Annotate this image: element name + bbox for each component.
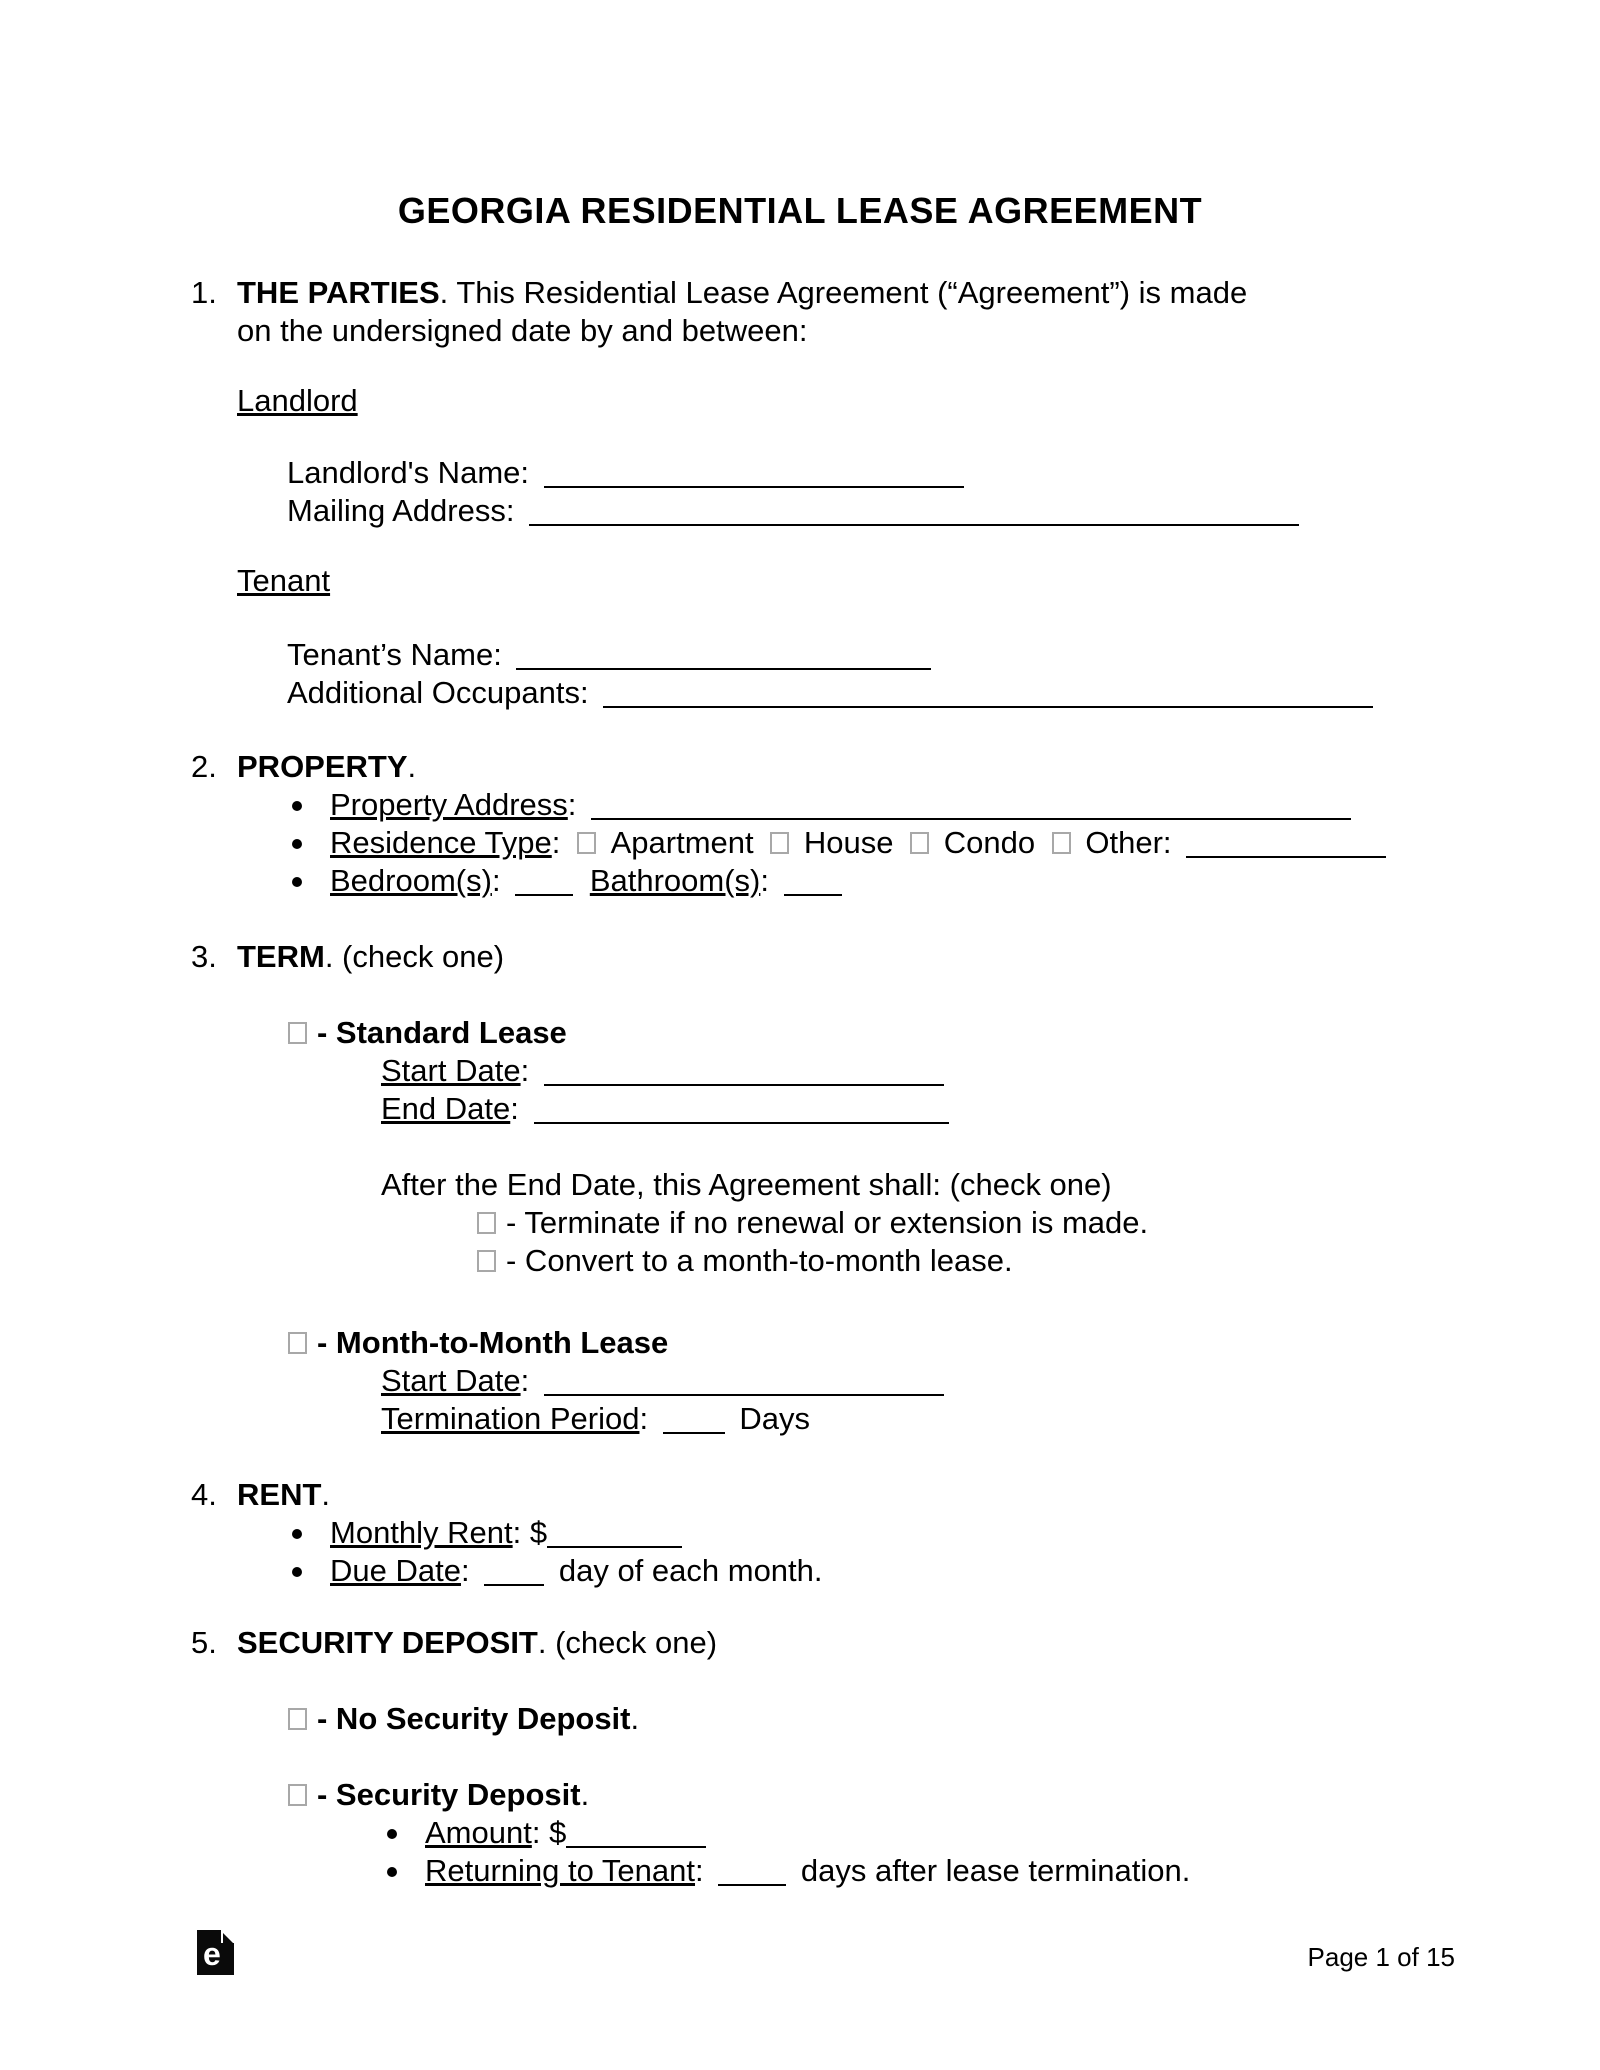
apartment-checkbox[interactable] [577,832,596,854]
bathrooms-field[interactable] [784,872,842,896]
convert-option-label: - Convert to a month-to-month lease. [506,1243,1013,1278]
house-checkbox[interactable] [770,832,789,854]
no-security-deposit-option [288,1700,1600,1738]
section-number-5: 5. [191,1625,217,1660]
bathrooms-colon: : [760,863,769,898]
standard-end-date-label: End Date [381,1091,511,1126]
house-option-label: House [803,825,894,860]
bullet-icon [387,1867,397,1877]
deposit-returning-item [385,1852,1600,1890]
condo-checkbox[interactable] [910,832,929,854]
due-date-after: day of each month. [558,1553,823,1588]
section-heading-term: TERM [237,939,325,974]
mailing-address-field[interactable] [529,502,1299,526]
deposit-amount-item [385,1814,1600,1852]
bathrooms-label: Bathroom(s) [589,863,761,898]
landlord-name-label: Landlord's Name [287,455,521,490]
returning-to-tenant-label: Returning to Tenant [425,1853,696,1888]
monthly-rent-label: Monthly Rent [330,1515,513,1550]
bullet-icon [292,839,302,849]
section-after-deposit: . (check one) [537,1625,718,1660]
tenant-subheading [237,562,1600,600]
residence-type-colon: : [551,825,561,860]
other-option-label: Other: [1085,825,1172,860]
section-after-property: . [407,749,417,784]
section-security-deposit [191,1624,1600,1662]
month-to-month-fields [381,1362,1600,1438]
termination-period-after: Days [739,1401,810,1436]
section-body-parties: . This Residential Lease Agreement (“Agreement”) is made on the undersigned date by and between: [237,275,1248,348]
mailing-address-row [287,492,1600,530]
apartment-option-label: Apartment [610,825,754,860]
additional-occupants-field[interactable] [603,684,1373,708]
bullet-icon [292,877,302,887]
landlord-label: Landlord [237,383,358,418]
section-heading-parties: THE PARTIES [237,275,440,310]
logo-fold-shape [223,1933,233,1943]
tenant-fields [287,636,1600,712]
section-rent [191,1476,1600,1514]
section-number-2: 2. [191,749,217,784]
section-after-term: . (check one) [324,939,505,974]
m2m-start-date-label: Start Date [381,1363,521,1398]
m2m-start-date-colon: : [520,1363,530,1398]
tenant-name-field[interactable] [516,646,931,670]
no-security-deposit-checkbox[interactable] [288,1708,307,1730]
property-address-label: Property Address [330,787,568,822]
security-deposit-option [288,1776,1600,1814]
monthly-rent-item [290,1514,1600,1552]
section-heading-rent: RENT [237,1477,322,1512]
standard-end-date-row [381,1090,1600,1128]
section-number-1: 1. [191,275,217,310]
standard-lease-option [288,1014,1600,1052]
deposit-amount-field[interactable] [566,1824,706,1848]
returning-to-tenant-after: days after lease termination. [800,1853,1191,1888]
bullet-icon [292,1567,302,1577]
landlord-fields [287,454,1600,530]
due-date-label: Due Date [330,1553,461,1588]
security-deposit-after: . [580,1777,590,1812]
section-number-4: 4. [191,1477,217,1512]
standard-lease-checkbox[interactable] [288,1022,307,1044]
termination-period-row [381,1400,1600,1438]
property-address-field[interactable] [591,796,1351,820]
document-page-icon [197,1930,234,1975]
section-after-rent: . [321,1477,331,1512]
other-residence-field[interactable] [1186,834,1386,858]
bullet-icon [292,801,302,811]
bedrooms-field[interactable] [515,872,573,896]
additional-occupants-label: Additional Occupants [287,675,580,710]
no-security-deposit-after: . [630,1701,640,1736]
m2m-start-date-field[interactable] [544,1372,944,1396]
mailing-address-colon: : [505,493,515,528]
section-term [191,938,1600,976]
additional-occupants-row [287,674,1600,712]
termination-period-colon: : [639,1401,649,1436]
section-heading-property: PROPERTY [237,749,408,784]
bullet-icon [387,1829,397,1839]
property-address-item [290,786,1600,824]
landlord-name-row [287,454,1600,492]
bullet-icon [292,1529,302,1539]
due-date-colon: : [460,1553,470,1588]
tenant-name-row [287,636,1600,674]
property-address-colon: : [567,787,577,822]
returning-to-tenant-field[interactable] [718,1862,786,1886]
termination-period-field[interactable] [663,1410,725,1434]
residence-type-label: Residence Type [330,825,552,860]
deposit-amount-label: Amount [425,1815,532,1850]
landlord-name-field[interactable] [544,464,964,488]
month-to-month-option [288,1324,1600,1362]
convert-option [477,1242,1600,1280]
tenant-name-colon: : [493,637,502,672]
landlord-subheading [237,382,1600,420]
due-date-field[interactable] [484,1562,544,1586]
bedrooms-label: Bedroom(s) [330,863,492,898]
mailing-address-label: Mailing Address [287,493,506,528]
month-to-month-checkbox[interactable] [288,1332,307,1354]
landlord-name-colon: : [520,455,530,490]
standard-end-date-colon: : [510,1091,519,1126]
convert-checkbox[interactable] [477,1250,496,1272]
logo-letter: e [203,1936,221,1972]
terminate-option [477,1204,1600,1242]
standard-end-date-field[interactable] [534,1100,949,1124]
month-to-month-label: - Month-to-Month Lease [317,1325,669,1360]
due-date-item [290,1552,1600,1590]
renewal-intro: After the End Date, this Agreement shall: (check one) [381,1167,1112,1202]
page-number: Page 1 of 15 [1307,1942,1455,1972]
security-deposit-label: - Security Deposit [317,1777,581,1812]
terminate-option-label: - Terminate if no renewal or extension is made. [506,1205,1149,1240]
section-the-parties [191,274,1277,350]
monthly-rent-field[interactable] [547,1524,682,1548]
tenant-label: Tenant [237,563,331,598]
residence-type-item [290,824,1600,862]
document-title: GEORGIA RESIDENTIAL LEASE AGREEMENT [397,190,1203,231]
section-heading-deposit: SECURITY DEPOSIT [237,1625,538,1660]
standard-lease-dates [381,1052,1600,1128]
additional-occupants-colon: : [579,675,589,710]
security-deposit-checkbox[interactable] [288,1784,307,1806]
section-number-3: 3. [191,939,217,974]
bedrooms-colon: : [491,863,501,898]
deposit-amount-suffix: : $ [531,1815,567,1850]
standard-start-date-row [381,1052,1600,1090]
standard-start-date-colon: : [520,1053,530,1088]
standard-start-date-field[interactable] [544,1062,944,1086]
returning-to-tenant-colon: : [695,1853,704,1888]
terminate-checkbox[interactable] [477,1212,496,1234]
condo-option-label: Condo [943,825,1036,860]
other-checkbox[interactable] [1052,832,1071,854]
tenant-name-label: Tenant’s Name [287,637,494,672]
standard-lease-label: - Standard Lease [317,1015,567,1050]
termination-period-label: Termination Period [381,1401,640,1436]
monthly-rent-suffix: : $ [512,1515,548,1550]
bedrooms-bathrooms-item [290,862,1600,900]
standard-start-date-label: Start Date [381,1053,521,1088]
no-security-deposit-label: - No Security Deposit [317,1701,631,1736]
eforms-logo [197,1930,234,1975]
section-property [191,748,1600,786]
m2m-start-date-row [381,1362,1600,1400]
